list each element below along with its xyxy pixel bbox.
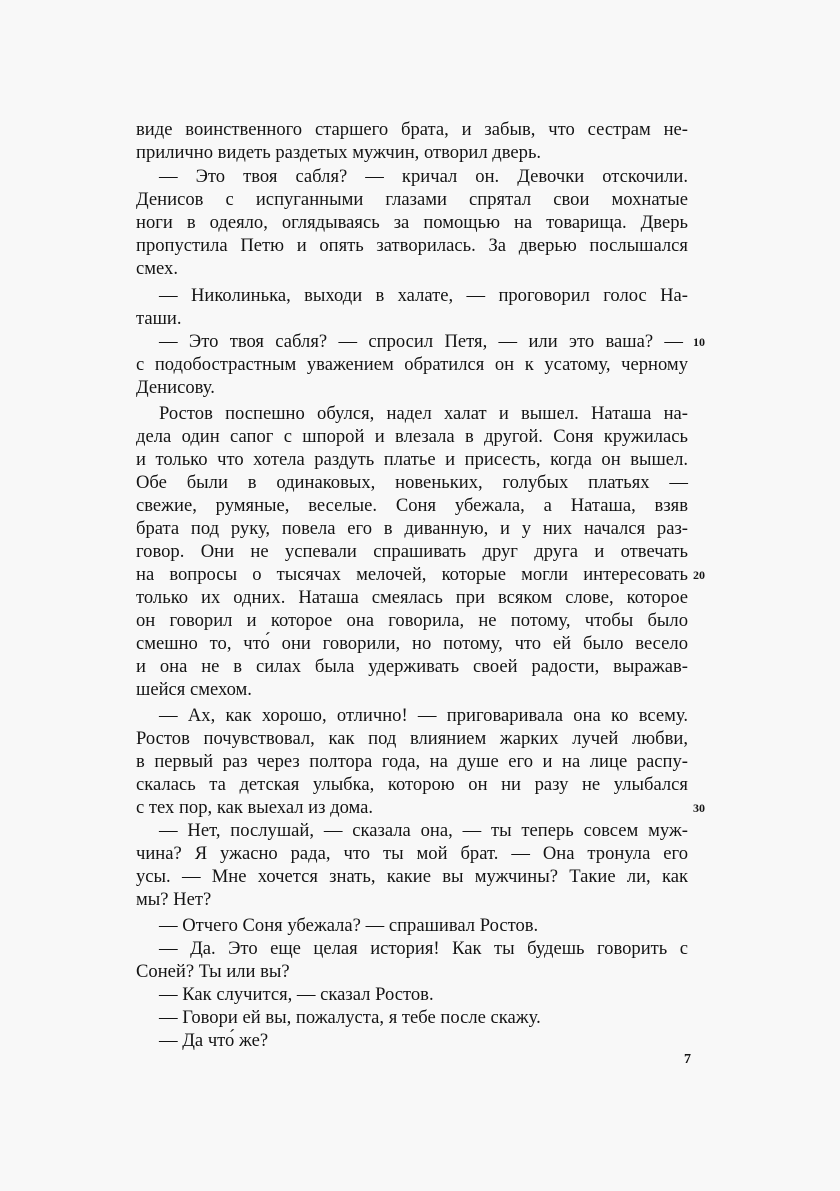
text-line: с подобострастным уважением обратился он к усатому, черному	[136, 354, 688, 375]
text-line: Ростов поспешно обулся, надел халат и вышел. Наташа на-	[159, 403, 688, 424]
text-line: — Это твоя сабля? — спросил Петя, — или это ваша? —	[159, 331, 683, 352]
text-line: — Ах, как хорошо, отлично! — приговаривала она ко всему.	[159, 705, 688, 726]
text-line: шейся смехом.	[136, 679, 252, 700]
text-line: — Говори ей вы, пожалуста, я тебе после скажу.	[159, 1007, 541, 1028]
text-line: пропустила Петю и опять затворилась. За дверью послышался	[136, 235, 688, 256]
text-line: — Отчего Соня убежала? — спрашивал Ростов.	[159, 915, 539, 936]
text-line: виде воинственного старшего брата, и забыв, что сестрам не-	[136, 119, 688, 140]
text-line: на вопросы о тысячах мелочей, которые могли интересовать	[136, 564, 688, 585]
text-line: — Николинька, выходи в халате, — проговорил голос На-	[159, 285, 688, 306]
text-line: усы. — Мне хочется знать, какие вы мужчины? Такие ли, как	[136, 866, 688, 887]
text-line: и только что хотела раздуть платье и присесть, когда он вышел.	[136, 449, 688, 470]
line-number: 20	[693, 568, 705, 582]
text-line: — Как случится, — сказал Ростов.	[159, 984, 434, 1005]
text-line: в первый раз через полтора года, на душе его и на лице распу-	[136, 751, 688, 772]
text-line: Денисову.	[136, 377, 215, 398]
text-line: — Нет, послушай, — сказала она, — ты теперь совсем муж-	[159, 820, 688, 841]
text-line: свежие, румяные, веселые. Соня убежала, а Наташа, взяв	[136, 495, 688, 516]
text-line: — Да. Это еще целая история! Как ты будешь говорить с	[159, 938, 688, 959]
text-line: говор. Они не успевали спрашивать друг друга и отвечать	[136, 541, 688, 562]
text-line: смех.	[136, 258, 178, 279]
text-line: ноги в одеяло, оглядываясь за помощью на товарища. Дверь	[136, 212, 688, 233]
text-line: чина? Я ужасно рада, что ты мой брат. — Она тронула его	[136, 843, 688, 864]
text-line: он говорил и которое она говорила, не потому, чтобы было	[136, 610, 688, 631]
text-line: брата под руку, повела его в диванную, и у них начался раз-	[136, 518, 688, 539]
text-line: дела один сапог с шпорой и влезала в другой. Соня кружилась	[136, 426, 688, 447]
text-line: только их одних. Наташа смеялась при всяком слове, которое	[136, 587, 688, 608]
text-line: Денисов с испуганными глазами спрятал свои мохнатые	[136, 189, 688, 210]
text-line: смешно то, что́ они говорили, но потому, что ей было весело	[136, 633, 688, 654]
text-line: таши.	[136, 308, 182, 329]
page-number: 7	[684, 1052, 691, 1067]
text-line: мы? Нет?	[136, 889, 212, 910]
text-line: Ростов почувствовал, как под влиянием жарких лучей любви,	[136, 728, 688, 749]
line-number: 30	[693, 801, 705, 815]
line-number: 10	[693, 335, 705, 349]
text-line: Обе были в одинаковых, новеньких, голубых платьях —	[136, 472, 688, 493]
text-line: прилично видеть раздетых мужчин, отворил дверь.	[136, 142, 542, 163]
text-line: скалась та детская улыбка, которою он ни разу не улыбался	[136, 774, 688, 795]
text-line: Соней? Ты или вы?	[136, 961, 290, 982]
text-line: — Это твоя сабля? — кричал он. Девочки отскочили.	[159, 166, 688, 187]
text-line: и она не в силах была удерживать своей радости, выражав-	[136, 656, 688, 677]
text-line: — Да что́ же?	[159, 1030, 269, 1051]
text-line: с тех пор, как выехал из дома.	[136, 797, 374, 818]
